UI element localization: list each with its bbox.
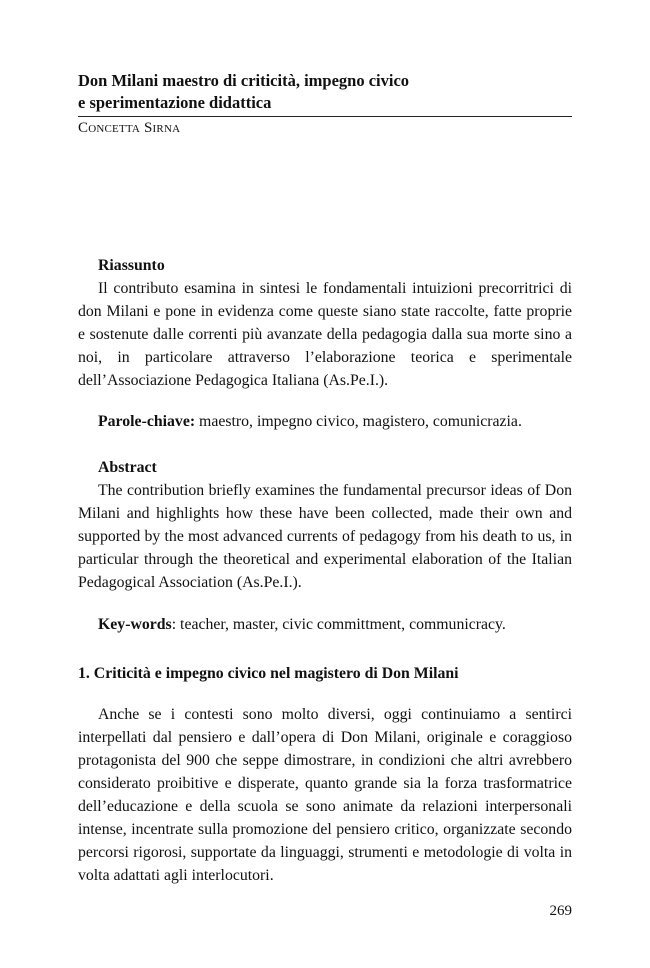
keywords-text: : teacher, master, civic committment, communicracy. (171, 616, 506, 633)
parole-chiave-section (78, 410, 572, 433)
article-title-line-1: Don Milani maestro di criticità, impegno civico (78, 71, 410, 90)
section-1-text: Anche se i contesti sono molto diversi, oggi continuiamo a sentirci interpellati dal pensiero e dall’opera di Don Milani, originale e coraggioso protagonista del 900 che seppe dimostrare, in condizioni che altri avrebbero considerato proibitive e disperate, quanto grande sia la forza trasformatrice dell’educazione e della scuola se sono animate da relazioni interpersonali intense, incentrate sulla promozione del pensiero critico, organizzate secondo percorsi rigorosi, supportate da linguaggi, strumenti e metodologie di volta in volta adattati agli interlocutori. (78, 706, 572, 884)
section-1-heading-block (78, 662, 572, 685)
abstract-section (78, 456, 572, 594)
parole-chiave-text: maestro, impegno civico, magistero, comunicrazia. (195, 413, 522, 430)
riassunto-heading: Riassunto (98, 257, 165, 274)
riassunto-section (78, 254, 572, 392)
page-number: 269 (549, 903, 572, 919)
keywords-section (78, 613, 572, 636)
article-title (78, 70, 572, 114)
parole-chiave-line (98, 410, 572, 433)
title-rule (78, 116, 572, 117)
section-1-title: 1. Criticità e impegno civico nel magistero di Don Milani (78, 665, 459, 682)
author-name: Concetta Sirna (78, 120, 181, 136)
page (78, 0, 572, 968)
keywords-line (98, 613, 572, 636)
article-title-line-2: e sperimentazione didattica (78, 93, 272, 112)
abstract-text: The contribution briefly examines the fundamental precursor ideas of Don Milani and highlights how these have been collected, made their own and supported by the most advanced currents of pedagogy from his death to us, in particular through the theoretical and experimental elaboration of the Italian Pedagogical Association (As.Pe.I.). (78, 482, 572, 591)
parole-chiave-label: Parole-chiave: (98, 413, 196, 430)
keywords-label: Key-words (98, 616, 172, 633)
abstract-heading: Abstract (98, 459, 157, 476)
section-1-body (78, 703, 572, 887)
riassunto-text: Il contributo esamina in sintesi le fondamentali intuizioni precorritrici di don Milani e pone in evidenza come queste siano state raccolte, fatte proprie e sostenute dalle correnti più avanzate della pedagogia dalla sua morte sino a noi, in particolare attraverso l’elaborazione teorica e sperimentale dell’Associazione Pedagogica Italiana (As.Pe.I.). (78, 280, 572, 389)
